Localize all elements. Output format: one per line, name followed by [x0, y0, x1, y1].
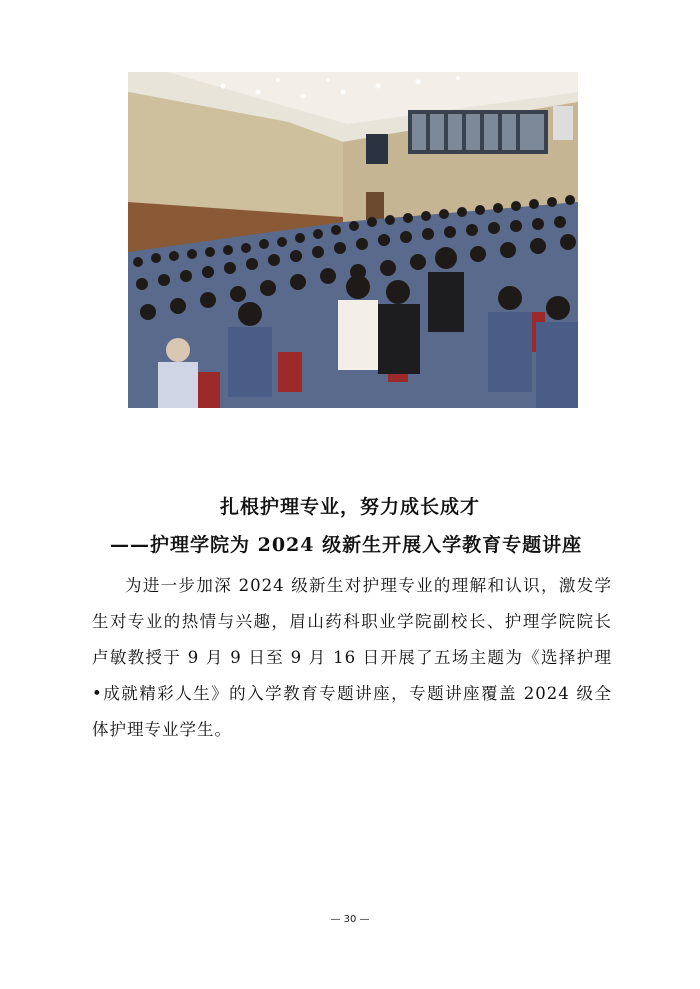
page-number: — 30 —	[330, 914, 370, 925]
article-title: 扎根护理专业，努力成长成才	[219, 496, 480, 518]
body-paragraph: 为进一步加深 2024 级新生对护理专业的理解和认识，激发学生对专业的热情与兴趣，眉山药科职业学院副校长、护理学院院长卢敏教授于 9 月 9 日至 9 月 16 日开展了五场主题为《选择护理•成就精彩人生》的入学教育专题讲座，专题讲座覆盖 2024 级全体护理专业学生。	[92, 576, 612, 739]
lecture-hall-photo	[128, 72, 578, 408]
article-body	[92, 568, 612, 748]
article-subtitle: ——护理学院为 2024 级新生开展入学教育专题讲座	[110, 534, 583, 556]
audience-illustration	[128, 72, 578, 408]
